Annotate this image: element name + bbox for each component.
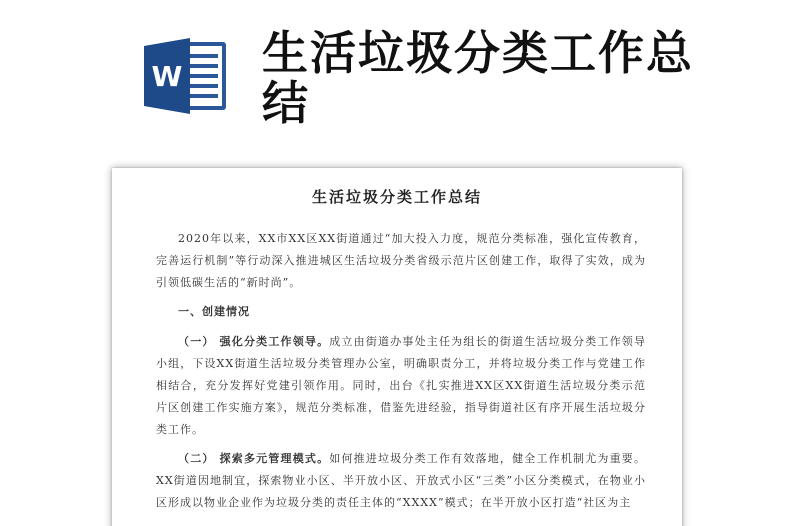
item-text-2: 如何推进垃圾分类工作有效落地，健全工作机制尤为重要。XX街道因地制宜，探索物业小区、半开放小区、开放式小区“三类”小区分类模式，在物业小区形成以物业企业作为垃圾分类的责任主体的“XXXX”模式；在半开放小区打造“社区为主: [156, 452, 646, 509]
section-heading: 一、创建情况: [178, 305, 250, 318]
item-paragraph-2: [156, 448, 646, 514]
header-banner: [0, 0, 800, 150]
svg-text:W: W: [151, 60, 183, 93]
item-lead-2: （二） 探索多元管理模式。: [178, 452, 330, 465]
document-title: 生活垃圾分类工作总结: [311, 188, 482, 206]
item-paragraph-1: [156, 331, 646, 441]
page-title: 生活垃圾分类工作总结: [262, 26, 694, 130]
document-page: [112, 168, 682, 526]
item-lead-1: （一） 强化分类工作领导。: [178, 335, 330, 348]
word-document-icon: [140, 36, 230, 116]
intro-paragraph: 2020年以来，XX市XX区XX街道通过“加大投入力度，规范分类标准，强化宣传教育，完善运行机制”等行动深入推进城区生活垃圾分类省级示范片区创建工作，取得了实效，成为引领低碳生活的“新时尚”。: [156, 232, 646, 289]
item-text-1: 成立由街道办事处主任为组长的街道生活垃圾分类工作领导小组，下设XX街道生活垃圾分类管理办公室，明确职责分工，并将垃圾分类工作与党建工作相结合，充分发挥好党建引领作用。同时，出台《扎实推进XX区XX街道生活垃圾分类示范片区创建工作实施方案》，规范分类标准，借鉴先进经验，指导街道社区有序开展生活垃圾分类工作。: [156, 335, 646, 436]
document-body: [156, 228, 646, 521]
